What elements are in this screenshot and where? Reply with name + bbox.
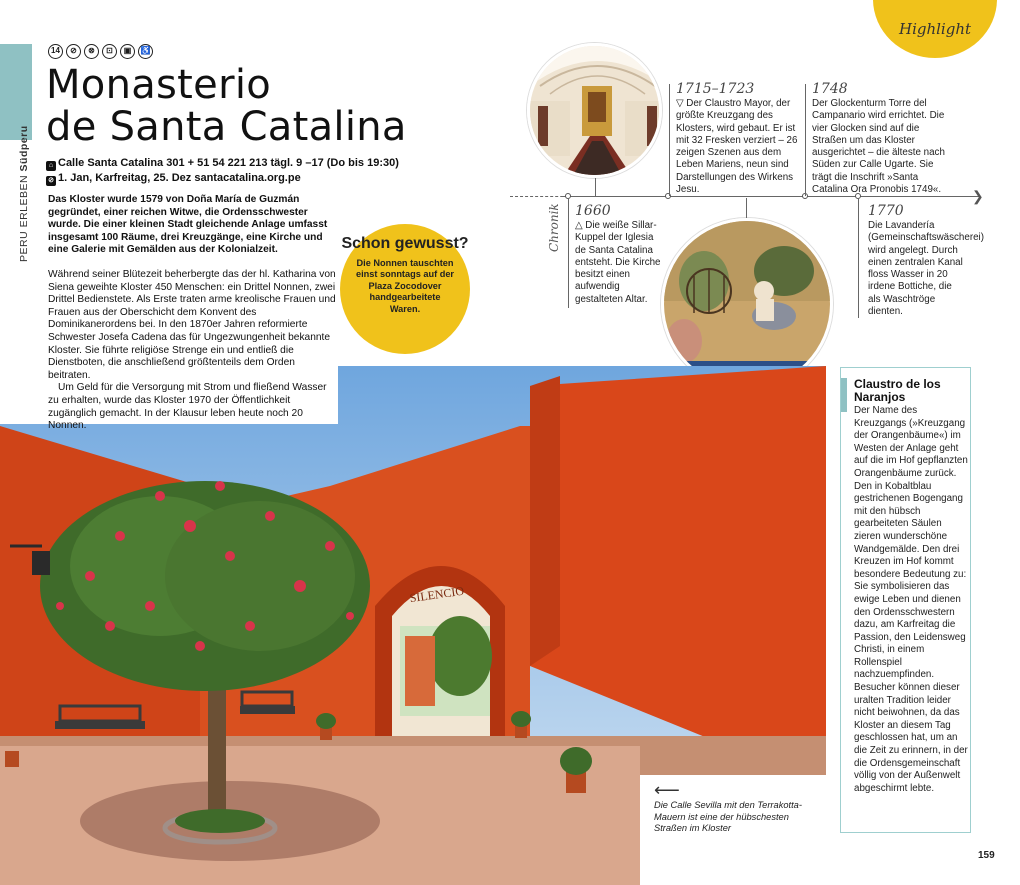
timeline-entry: 1748 Der Glockenturm Torre del Campanario wird errichtet. Die vier Glocken sind auf die Straßen um das Kloster ausgerichtet – die älteste nach Süden zur Calle Ugarte. Sie trägt die Inschrift »Santa Catalina Ora Pronobis 1749«. bbox=[812, 81, 945, 196]
body-text: Während seiner Blütezeit beherbergte das der hl. Katharina von Siena geweihte Kloster 450 Menschen: ein Drittel Nonnen, zwei Drittel Bedienstete. Als Erste traten arme kreolische Frauen und Frauen aus der Oberschicht dem Konvent des Dominikanerordens bei. In den 1870er Jahren reformierte Schwester Josefa Cadena das für Ungezwungenheit bekannte Kloster. Sie führte religiöse Strenge ein und entließ die Dienstboten, die anschließend größtenteils dem Orden beitraten. Um Geld für die Versorgung mit Strom und fließend Wasser zu erhalten, wurde das Kloster 1970 der Öffentlichkeit zugänglich gemacht. In der Klausur leben heute noch 20 Nonnen. bbox=[48, 269, 336, 432]
photo-caption: Die Calle Sevilla mit den Terrakotta-Mauern ist eine der hübschesten Straßen im Kloster bbox=[654, 800, 802, 834]
painting-photo bbox=[661, 218, 833, 390]
timeline-tick bbox=[858, 198, 859, 318]
closed-icon: ⊘ bbox=[46, 176, 56, 186]
triangle-up-icon: △ bbox=[575, 220, 586, 231]
number-14-icon: 14 bbox=[48, 44, 63, 59]
sidebar-text: Der Name des Kreuzgangs (»Kreuzgang der Orangenbäume«) im Westen der Anlage geht auf die im Hof gepflanzten Orangenbäume zurück. Den in Kobaltblau gestrichenen Bogengang mit den hübsch gearbeiteten Säulen zieren wunderschöne Wandgemälde. Den drei Kreuzen im Hof kommt besondere Bedeutung zu: Sie symbolisieren das ewige Leben und dienen den Ordensschwestern dazu, am Karfreitag die Passion, den Leidensweg Christi, in einem Rollenspiel nachzuempfinden. Besucher können dieser uralten Tradition leider nicht beiwohnen, da das Kloster an diesem Tag geschlossen hat, um an die Zeit zu erinnern, in der die Ordensgemeinschaft völlig von der Außenwelt abgeschirmt lebte. bbox=[854, 405, 968, 794]
cafe-icon: ⊡ bbox=[102, 44, 117, 59]
shop-icon: ▣ bbox=[120, 44, 135, 59]
timeline-entry: 1770 Die Lavandería (Gemeinschaftswäscherei) wird angelegt. Durch einen zentralen Kanal floss Wasser in 20 irdene Bottiche, die als Waschtröge dienten. bbox=[868, 203, 984, 318]
no-flash-icon: ⊗ bbox=[84, 44, 99, 59]
feature-icons bbox=[48, 44, 153, 59]
page-title: Monasterio de Santa Catalina bbox=[46, 62, 407, 150]
silencio-sign: SILENCIO bbox=[408, 583, 465, 606]
section-label: PERU ERLEBEN Südperu bbox=[18, 125, 30, 262]
timeline-tick bbox=[805, 84, 806, 196]
timeline-entry: 1715–1723 ▽ Der Claustro Mayor, der größte Kreuzgang des Klosters, wird gebaut. Er ist mit 32 Fresken verziert – 26 zeigen Szenen aus dem Leben Mariens, neun sind Darstellungen des Wirkens Jesu. bbox=[676, 81, 798, 196]
timeline-arrow-icon: ❯ bbox=[972, 188, 984, 204]
timeline-tick bbox=[568, 198, 569, 308]
did-you-know-bubble: Schon gewusst? Die Nonnen tauschten einst sonntags auf der Plaza Zocodover handgearbeitete Waren. bbox=[340, 224, 470, 354]
timeline-tick bbox=[669, 84, 670, 196]
wheelchair-icon: ♿ bbox=[138, 44, 153, 59]
timeline-tick bbox=[746, 198, 747, 218]
address-icon: ⌂ bbox=[46, 161, 56, 171]
timeline-entry: 1660 △ Die weiße Sillar-Kuppel der Iglesia de Santa Catalina entsteht. Die Kirche besitzt einen aufwendig gestalteten Altar. bbox=[575, 203, 661, 305]
page-number: 159 bbox=[978, 850, 995, 861]
intro-paragraph: Das Kloster wurde 1579 von Doña María de Guzmán gegründet, einer reichen Witwe, die Ordensschwester wurde. Die einer kleinen Stadt gleichende Anlage umfasst insgesamt 100 Räume, drei Kreuzgänge, eine Kirche und eine Galerie mit Gemälden aus der Kolonialzeit. bbox=[48, 194, 328, 256]
no-photo-icon: ⊘ bbox=[66, 44, 81, 59]
highlight-badge: Highlight bbox=[873, 0, 997, 58]
church-interior-photo bbox=[527, 43, 662, 178]
triangle-down-icon: ▽ bbox=[676, 98, 687, 109]
sidebar-accent-bar bbox=[841, 378, 847, 412]
chronicle-label: Chronik bbox=[547, 203, 561, 252]
claustro-sidebar bbox=[840, 367, 971, 833]
sidebar-title: Claustro de los Naranjos bbox=[854, 377, 941, 404]
visitor-info: ⌂ Calle Santa Catalina 301 + 51 54 221 213 tägl. 9 –17 (Do bis 19:30) ⊘ 1. Jan, Karfreitag, 25. Dez santacatalina.org.pe bbox=[46, 156, 399, 186]
timeline-tick bbox=[595, 178, 596, 196]
arrow-left-icon: ⟵ bbox=[654, 780, 680, 800]
timeline-dot bbox=[665, 193, 671, 199]
